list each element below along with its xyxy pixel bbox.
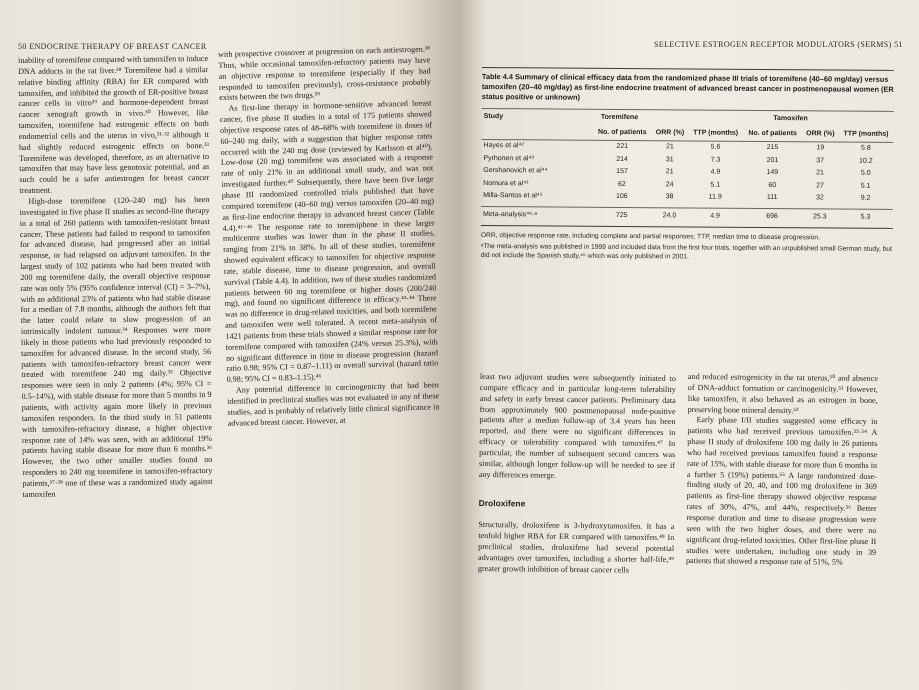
- paragraph: High-dose toremifene (120–240 mg) has been investigated in five phase II studies as second-line therapy in a total of 260 patients with tamoxifen-resistant breast cancer. These patients had failed to respond to tamoxifen for advanced disease, had progressed after an initial response, or had relapsed on adjuvant tamoxifen. In the largest study of 102 patients who had been treated with 200 mg toremifene daily, the overall objective response rate was only 5% (95% confidence interval (CI) = 3–7%), with an additional 23% of patients who had stable disease for a median of 7.8 months, although the authors felt that the latter could relate to slow progression of an intrinsically indolent tumour.³⁴ Responses were more likely in those patients who had previously responded to tamoxifen for advanced disease. In the second study, 56 patients with tamoxifen-refractory breast cancer were treated with toremifene 240 mg daily.³⁵ Objective responses were seen in only 2 patients (4%; 95% CI = 0.5–14%), with stable disease for more than 5 months in 9 patients, with activity again more likely in previous tamoxifen responders. In the third study in 51 patients with tamoxifen-refractory disease, a higher objective response rate of 14% was seen, with an additional 19% patients having stable disease for more than 6 months.³⁶ However, the two other smaller studies found no responders to 240 mg toremifene in tamoxifen-refractory patients,³⁷·³⁸ one of these was a randomized study against tamoxifen: [19, 194, 213, 499]
- cell-value: 27: [816, 181, 824, 189]
- cell-value: 149: [766, 168, 779, 177]
- cell-value: 32: [815, 194, 824, 202]
- header-tamoxifen: Tamoxifen: [773, 115, 808, 123]
- cell-value: 19: [816, 144, 825, 152]
- header-study: Study: [483, 113, 504, 121]
- cell-value: 10.2: [859, 157, 873, 165]
- cell-value: 5.0: [860, 169, 871, 177]
- cell-study: Pyrhonen et al⁴³: [483, 154, 534, 162]
- cell-value: 62: [618, 180, 626, 188]
- cell-value: 24: [665, 180, 674, 188]
- right-running-header: SELECTIVE ESTROGEN RECEPTOR MODULATORS (SERMS) 51: [654, 40, 903, 49]
- paragraph: Any potential difference in carcinogenicity that had been identified in preclinical studies was not evaluated in any of these studies, and is probably of relatively little clinical significance in advanced breast cancer. However, at: [227, 380, 440, 428]
- left-column-2: [218, 44, 440, 429]
- cell-value: 31: [665, 155, 674, 163]
- left-column-1: [18, 54, 213, 501]
- cell-study: Milla-Santos et al⁴⁵: [483, 192, 543, 200]
- cell-value: 38: [665, 193, 674, 201]
- subheader-no-patients: No. of patients: [748, 129, 797, 138]
- cell-value: 5.3: [860, 213, 871, 221]
- section-heading-droloxifene: Droloxifene: [478, 498, 526, 509]
- paragraph: Structurally, droloxifene is 3-hydroxytamoxifen. It has a tenfold higher RBA for ER compared with tamoxifen.⁴⁸ In preclinical studies, droloxifene had several potential advantages over tamoxifen, including a shorter half-life,⁴⁹ greater growth inhibition of breast cancer cells: [477, 520, 675, 575]
- cell-value: 214: [616, 155, 628, 163]
- cell-value: 157: [616, 167, 628, 176]
- cell-value: 7.3: [710, 156, 721, 164]
- table-bottom-rule: [481, 225, 893, 229]
- subheader-ttp: TTP (months): [843, 130, 889, 138]
- paragraph: with prospective crossover at progression on each antiestrogen.³⁸ Thus, while occasional tamoxifen-refractory patients may have an objective response to toremifene (especially if they had responded to tamoxifen previously), cross-resistance probably exists between the two drugs.³⁹: [218, 44, 432, 103]
- right-page: [458, 0, 919, 690]
- cell-study: Meta-analysis⁴⁶·ᵃ: [482, 210, 538, 218]
- cell-value: 5.8: [861, 144, 871, 152]
- cell-study: Hayes et al⁴²: [483, 142, 524, 150]
- subheader-orr: ORR (%): [655, 129, 685, 137]
- right-column-1: [478, 372, 676, 577]
- paragraph: inability of toremifene compared with tamoxifen to induce DNA adducts in the rat liver.²⁸ Toremifene had a similar relative binding affinity (RBA) for ER compared with tamoxifen, and inhibited the growth of ER-positive breast cancer cells in vitro²⁹ and hormone-dependent breast cancer xenograft growth in vivo.³⁰ However, like tamoxifen, toremifene had estrogenic effects on both endometrial cells and the uterus in vivo,³¹·³² although it had slightly reduced estrogenic effects on bone.³³ Toremifene was developed, therefore, as an alternative to tamoxifen that may have less genotoxic potential, and as such could be a safer antiestrogen for breast cancer treatment.: [18, 54, 210, 196]
- table-title: Table 4.4 Summary of clinical efficacy data from the randomized phase III trials of toremifene (40–60 mg/day) versus tamoxifen (20–40 mg/day) as first-line endocrine treatment of advanced breast cancer in postmenopausal women (ER status positive or unknown): [481, 71, 894, 102]
- cell-value: 24.0: [662, 211, 677, 219]
- paragraph: least two adjuvant studies were subsequently initiated to compare efficacy and in particular long-term tolerability and safety in early breast cancer patients. Preliminary data from approximately 900 postmenopausal node-positive patients after a median follow-up of 3.4 years has been reported, and there were no significant differences in efficacy or tolerability compared with tamoxifen.⁴⁷ In particular, the number of subsequent second cancers was similar, although longer follow-up will be needed to see if any differences emerge.: [478, 372, 676, 480]
- cell-value: 4.9: [710, 168, 721, 176]
- cell-value: 11.9: [708, 193, 722, 201]
- subheader-orr: ORR (%): [806, 130, 835, 138]
- cell-value: 5.6: [710, 143, 721, 151]
- cell-value: 25.3: [812, 212, 827, 220]
- header-toremifene: Toremifene: [600, 113, 639, 122]
- table-4-4: [481, 67, 894, 263]
- subheader-ttp: TTP (months): [693, 129, 739, 137]
- cell-value: 221: [616, 142, 629, 151]
- cell-value: 215: [766, 143, 779, 152]
- cell-value: 106: [615, 192, 628, 201]
- cell-value: 201: [766, 156, 779, 164]
- cell-value: 111: [766, 193, 778, 202]
- paragraph: As first-line therapy in hormone-sensitive advanced breast cancer, five phase II studies in a total of 175 patients showed objective response rates of 48–68% with toremifene in doses of 60–240 mg daily, with a suggestion that higher response rates occurred with the 240 mg dose (reviewed by Karlsson et al⁴⁰). Low-dose (20 mg) toremifene was associated with a response rate of only 21% in an additional small study, and was not investigated further.⁴⁰ Subsequently, there have been five large phase III randomized controlled trials published that have compared toremifene (40–60 mg) versus tamoxifen (20–40 mg) as first-line endocrine therapy in advanced breast cancer (Table 4.4).⁴¹⁻⁴⁶ The response rate to toremiphene in these larger multicentre studies was lower than in the phase II studies, ranging from 21% to 38%. In all of these studies, toremifene showed equivalent efficacy to tamoxifen for objective response rate, stable disease, time to disease progression, and overall survival (Table 4.4). In addition, two of these studies randomized patients between 60 mg toremifene or higher doses (200/240 mg), and found no significant difference in efficacy.⁴³·⁴⁴ There was no difference in drug-related toxicities, and both toremifene and tamoxifen were well tolerated. A recent meta-analysis of 1421 patients from these trials showed a similar response rate for toremifene compared with tamoxifen (24% versus 25.3%), with no significant difference in time to disease progression (hazard ratio 0.98; 95% CI = 0.87–1.11) or overall survival (hazard ratio 0.98; 95% CI = 0.83–1.15).⁴⁶: [219, 98, 439, 385]
- table-footnote: ORR, objective response rate, including complete and partial responses; TTP, median time to disease progression.: [480, 231, 820, 242]
- cell-value: 21: [665, 143, 674, 151]
- cell-value: 60: [768, 181, 777, 189]
- left-running-header: 50 ENDOCRINE THERAPY OF BREAST CANCER: [18, 42, 207, 51]
- paragraph: Early phase I/II studies suggested some efficacy in patients who had received previous tamoxifen.⁵³·⁵⁴ A phase II study of droloxifene 100 mg daily in 26 patients who had received previous tamoxifen found a response rate of 15%, with stable disease for more than 6 months in a further 5 (19%) patients.⁵⁵ A large randomized dose-finding study of 20, 40, and 100 mg droloxifene in 369 patients as first-line therapy showed objective response rates of 30%, 47%, and 44%, respectively.⁵⁶ Better response duration and time to disease progression were seen with the two higher doses, and there were no significant drug-related toxicities. Other first-line phase II studies were undertaken, including one study in 39 patients that showed a response rate of 51%, 5%: [685, 415, 878, 567]
- subheader-no-patients: No. of patients: [597, 128, 647, 137]
- cell-value: 21: [816, 169, 824, 177]
- cell-value: 9.2: [860, 194, 871, 202]
- cell-value: 37: [816, 156, 825, 164]
- right-column-2: [686, 372, 878, 569]
- efficacy-table: [481, 109, 894, 224]
- cell-value: 4.9: [710, 212, 720, 220]
- cell-value: 21: [665, 168, 674, 176]
- table-footnote-a: ᵃThe meta-analysis was published in 1999 and included data from the first four trials, together with an unpublished small German study, but did not include the Spanish study,⁴⁵ which was only published in 2001.: [480, 242, 893, 261]
- paragraph: and reduced estrogenicity in the rat uterus,⁵⁰ and absence of DNA-adduct formation or carcinogenicity.⁵¹ However, like tamoxifen, it also behaved as an estrogen in bone, preserving bone mineral density.⁵²: [687, 372, 878, 415]
- table-row-meta-analysis: [481, 206, 893, 223]
- cell-value: 5.1: [860, 182, 871, 190]
- cell-value: 5.1: [710, 181, 721, 189]
- cell-value: 696: [766, 212, 778, 220]
- cell-study: Nomura et al⁴¹: [483, 179, 529, 187]
- cell-study: Gershanovich et al⁴⁴: [483, 167, 548, 175]
- table-top-rule: [482, 67, 894, 71]
- left-page: [0, 0, 458, 690]
- cell-value: 725: [615, 211, 628, 219]
